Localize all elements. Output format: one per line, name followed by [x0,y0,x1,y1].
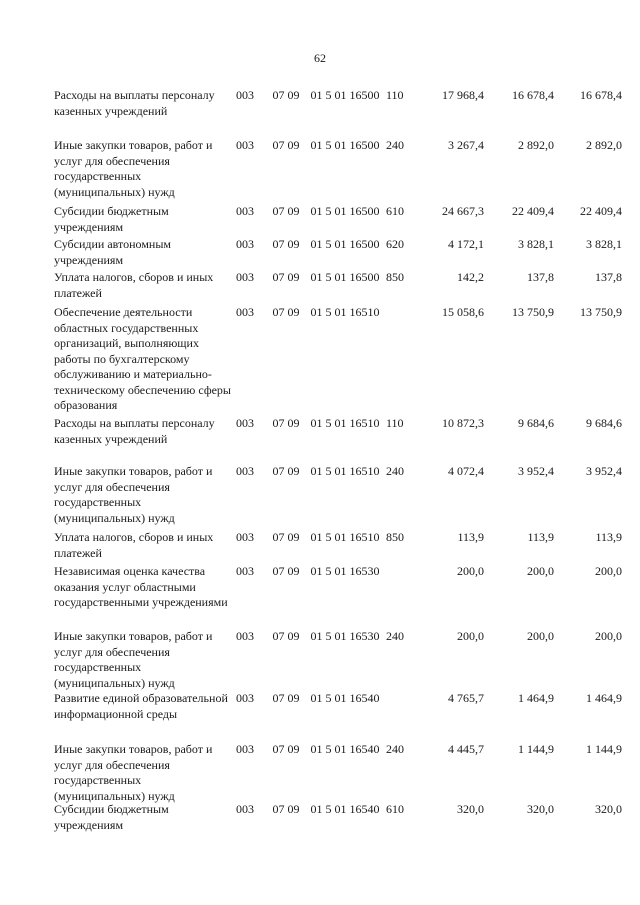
row-name: Субсидии бюджетным учреждениям [54,204,169,234]
row-section-code: 07 09 [272,237,300,251]
row-value-year1: 200,0 [457,629,484,643]
row-section-code: 07 09 [272,138,300,152]
row-admin-code: 003 [236,416,254,430]
row-target-code: 01 5 01 16500 [310,138,380,152]
row-name: Иные закупки товаров, работ и услуг для обеспечения государственных (муниципальных) нужд [54,742,213,803]
row-expense-type: 850 [386,530,404,544]
row-value-year2: 200,0 [527,564,554,578]
row-value-year1: 4 445,7 [448,742,484,756]
row-name: Уплата налогов, сборов и иных платежей [54,270,214,300]
table-row [54,691,622,722]
row-value-year2: 320,0 [527,802,554,816]
row-section-code: 07 09 [272,204,300,218]
table-row [54,88,622,119]
row-name: Иные закупки товаров, работ и услуг для обеспечения государственных (муниципальных) нужд [54,138,213,199]
row-admin-code: 003 [236,802,254,816]
row-expense-type: 110 [386,88,404,102]
row-name: Развитие единой образовательной информационной среды [54,691,228,721]
row-admin-code: 003 [236,464,254,478]
table-row [54,204,622,235]
row-target-code: 01 5 01 16540 [310,802,380,816]
row-value-year3: 113,9 [595,530,622,544]
row-value-year3: 13 750,9 [580,305,622,319]
row-value-year1: 24 667,3 [442,204,484,218]
row-value-year1: 15 058,6 [442,305,484,319]
row-value-year2: 1 464,9 [518,691,554,705]
row-section-code: 07 09 [272,88,300,102]
row-name: Субсидии бюджетным учреждениям [54,802,169,832]
row-value-year3: 3 952,4 [586,464,622,478]
row-value-year2: 3 828,1 [518,237,554,251]
row-value-year1: 4 172,1 [448,237,484,251]
row-expense-type: 610 [386,204,404,218]
row-value-year1: 142,2 [457,270,484,284]
row-value-year1: 4 765,7 [448,691,484,705]
row-value-year2: 9 684,6 [518,416,554,430]
row-value-year3: 16 678,4 [580,88,622,102]
row-value-year3: 1 144,9 [586,742,622,756]
row-section-code: 07 09 [272,416,300,430]
row-target-code: 01 5 01 16540 [310,742,380,756]
row-target-code: 01 5 01 16500 [310,88,380,102]
row-target-code: 01 5 01 16500 [310,270,380,284]
row-admin-code: 003 [236,138,254,152]
table-row [54,530,622,561]
row-section-code: 07 09 [272,629,300,643]
row-section-code: 07 09 [272,691,300,705]
row-value-year1: 17 968,4 [442,88,484,102]
row-admin-code: 003 [236,88,254,102]
row-value-year2: 16 678,4 [512,88,554,102]
table-row [54,629,622,691]
row-value-year3: 22 409,4 [580,204,622,218]
row-value-year1: 3 267,4 [448,138,484,152]
row-target-code: 01 5 01 16510 [310,305,380,319]
row-value-year1: 10 872,3 [442,416,484,430]
table-row [54,802,622,833]
row-target-code: 01 5 01 16500 [310,237,380,251]
row-admin-code: 003 [236,742,254,756]
row-value-year3: 2 892,0 [586,138,622,152]
row-value-year1: 200,0 [457,564,484,578]
row-expense-type: 240 [386,629,404,643]
row-target-code: 01 5 01 16500 [310,204,380,218]
row-admin-code: 003 [236,270,254,284]
row-admin-code: 003 [236,530,254,544]
row-name: Иные закупки товаров, работ и услуг для обеспечения государственных (муниципальных) нужд [54,629,213,690]
row-target-code: 01 5 01 16530 [310,564,380,578]
row-value-year3: 320,0 [595,802,622,816]
row-value-year3: 200,0 [595,564,622,578]
row-value-year1: 4 072,4 [448,464,484,478]
row-expense-type: 620 [386,237,404,251]
row-expense-type: 110 [386,416,404,430]
row-section-code: 07 09 [272,564,300,578]
table-row [54,305,622,414]
row-target-code: 01 5 01 16510 [310,416,380,430]
row-value-year3: 3 828,1 [586,237,622,251]
row-admin-code: 003 [236,629,254,643]
row-expense-type: 240 [386,138,404,152]
row-section-code: 07 09 [272,530,300,544]
table-row [54,270,622,301]
row-value-year2: 22 409,4 [512,204,554,218]
table-row [54,564,622,611]
row-section-code: 07 09 [272,464,300,478]
row-section-code: 07 09 [272,742,300,756]
row-admin-code: 003 [236,691,254,705]
table-row [54,237,622,268]
row-name: Уплата налогов, сборов и иных платежей [54,530,214,560]
row-section-code: 07 09 [272,305,300,319]
row-name: Субсидии автономным учреждениям [54,237,171,267]
row-expense-type: 240 [386,742,404,756]
row-name: Независимая оценка качества оказания услуг областными государственными учреждениями [54,564,228,609]
row-value-year3: 137,8 [595,270,622,284]
row-value-year2: 1 144,9 [518,742,554,756]
row-value-year2: 3 952,4 [518,464,554,478]
row-value-year3: 1 464,9 [586,691,622,705]
row-value-year2: 200,0 [527,629,554,643]
row-value-year2: 13 750,9 [512,305,554,319]
row-expense-type: 610 [386,802,404,816]
row-name: Расходы на выплаты персоналу казенных учреждений [54,416,215,446]
row-section-code: 07 09 [272,802,300,816]
row-name: Обеспечение деятельности областных государственных организаций, выполняющих работы по бухгалтерскому обслуживанию и материально-техническому обеспечению сферы образования [54,305,231,412]
row-value-year3: 9 684,6 [586,416,622,430]
row-value-year2: 113,9 [527,530,554,544]
row-target-code: 01 5 01 16530 [310,629,380,643]
table-row [54,416,622,447]
row-admin-code: 003 [236,305,254,319]
row-target-code: 01 5 01 16510 [310,464,380,478]
table-row [54,138,622,200]
table-row [54,464,622,526]
row-expense-type: 240 [386,464,404,478]
row-value-year2: 137,8 [527,270,554,284]
row-admin-code: 003 [236,204,254,218]
table-row [54,742,622,804]
row-name: Иные закупки товаров, работ и услуг для обеспечения государственных (муниципальных) нужд [54,464,213,525]
row-admin-code: 003 [236,237,254,251]
row-name: Расходы на выплаты персоналу казенных учреждений [54,88,215,118]
row-section-code: 07 09 [272,270,300,284]
row-value-year1: 113,9 [457,530,484,544]
row-value-year3: 200,0 [595,629,622,643]
row-target-code: 01 5 01 16510 [310,530,380,544]
page-number: 62 [314,51,326,65]
row-expense-type: 850 [386,270,404,284]
row-value-year1: 320,0 [457,802,484,816]
row-target-code: 01 5 01 16540 [310,691,380,705]
row-value-year2: 2 892,0 [518,138,554,152]
row-admin-code: 003 [236,564,254,578]
